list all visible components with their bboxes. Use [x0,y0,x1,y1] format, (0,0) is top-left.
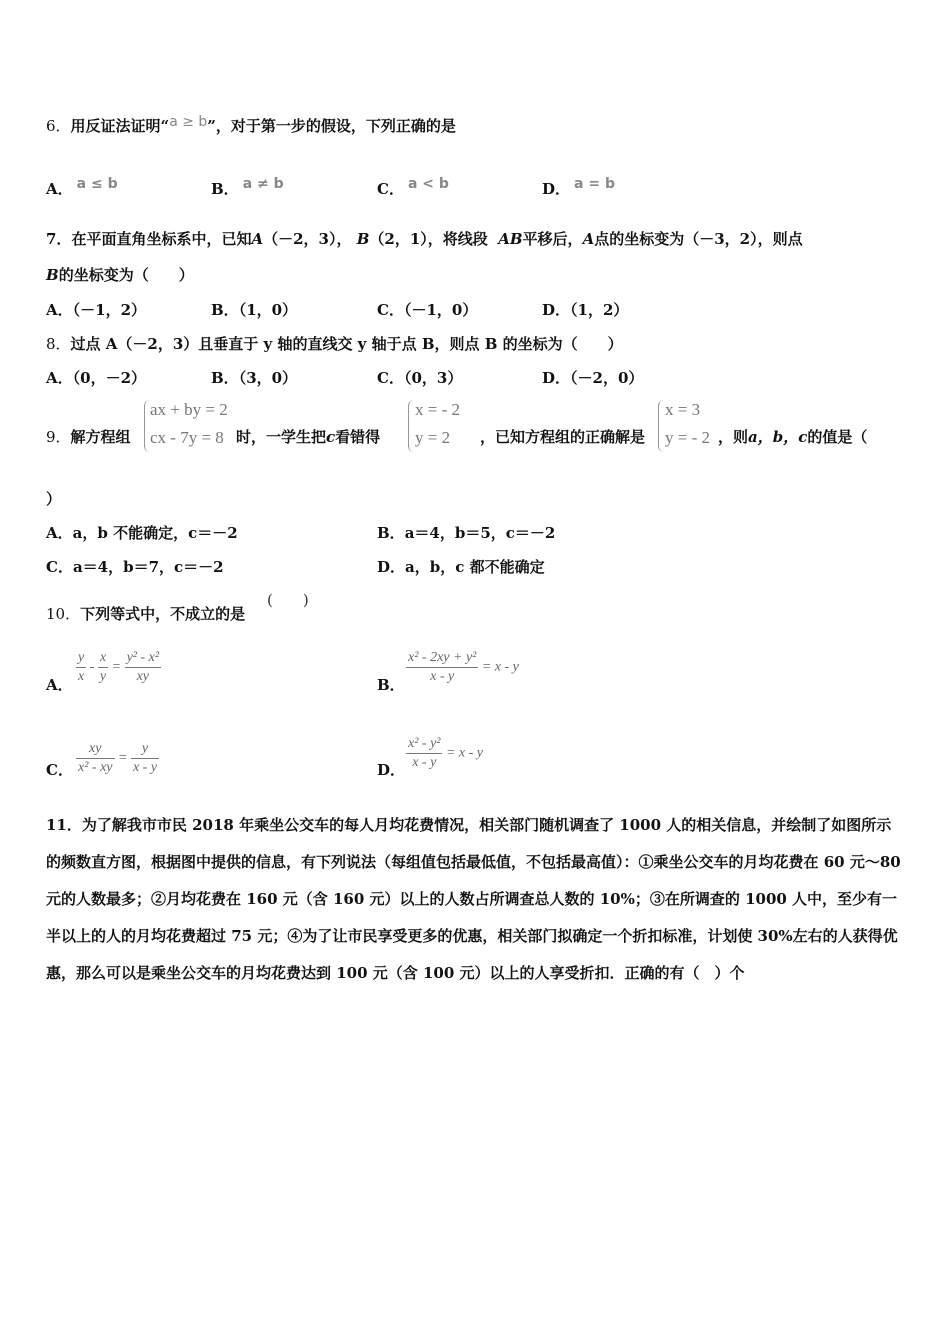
q7-option-a: A．（－1，2） [46,301,147,319]
q10-option-d-expression: $\frac{\text{x² - y²}}{x - y}$ = x - y [408,736,484,770]
equation-system-2-row1: x = - 2 [415,400,460,419]
q7-option-b: B．（1，0） [211,301,298,319]
question-6-stem [46,115,456,136]
answer-paren: ( ) [267,591,309,609]
question-7-stem-line1: 7．在平面直角坐标系中，已知A（－2，3）， B（2，1），将线段 AB平移后，A点的坐标变为（－3，2），则点 [46,230,803,248]
question-9-close-paren: ） [46,490,62,508]
equation-system-2-row2: y = 2 [415,428,451,447]
equation-system-3-row2: y = - 2 [665,428,710,447]
q10-option-c-expression: $\frac{xy}{\text{x² - xy}}$ = $\frac{y}{x - y}$ [78,741,158,775]
question-9-number: 9．解方程组 [46,428,131,446]
q6-option-d: D． a = b [542,176,615,198]
q8-option-b: B．（3，0） [211,369,298,387]
question-8-stem: 8．过点 A（－2，3）且垂直于 y 轴的直线交 y 轴于点 B，则点 B 的坐标为（ ） [46,335,623,353]
q9-option-a: A．a，b 不能确定，c＝－2 [46,524,238,542]
q10-option-b-expression: $\frac{\text{x² - 2xy + y²}}{x - y}$ = x - y [408,650,519,684]
q6-option-a: A． a ≤ b [46,176,118,198]
q9-option-b: B．a＝4，b＝5，c＝－2 [377,524,556,542]
q8-option-d: D．（－2，0） [542,369,644,387]
question-number: 6． [46,117,71,135]
q9-option-c: C．a＝4，b＝7，c＝－2 [46,558,224,576]
stem-text: 用反证法证明“ [70,117,170,135]
q10-option-b-label: B． [377,676,405,694]
q8-option-a: A．（0，－2） [46,369,147,387]
q10-option-c-label: C． [46,761,73,779]
q6-option-b: B． a ≠ b [211,176,284,198]
question-7-stem-line2: B的坐标变为（ ） [46,266,194,284]
question-9-stem-middle: 时，一学生把c看错得 [236,428,381,446]
equation-system-1-row1: ax + by = 2 [150,400,228,419]
question-10-stem: 10．下列等式中，不成立的是 [46,605,246,623]
q10-option-a-label: A． [46,676,73,694]
question-9-stem-end: ，则a，b，c的值是（ [718,428,868,446]
system-brace-2 [408,400,415,452]
q10-option-a-expression: $\frac{y}{x}$ - $\frac{x}{y}$ = $\frac{\text{y² - x²}}{xy}$ [78,650,160,684]
math-expression: a ≥ b [169,114,208,130]
question-11-stem: 11．为了解我市市民 2018 年乘坐公交车的每人月均花费情况，相关部门随机调查了 1000 人的相关信息，并绘制了如图所示的频数直方图，根据图中提供的信息，有下列说法（每组值包括最低值，不包括最高值）：①乘坐公交车的月均花费在 60 元～80 元的人数最多；②月均花费在 160 元（含 160 元）以上的人数占所调查总人数的 10%；③在所调查的 1000 人中，至少有一半以上的人的月均花费超过 75 元；④为了让市民享受更多的优惠，相关部门拟确定一个折扣标准，计划使 30%左右的人获得优惠，那么可以是乘坐公交车的月均花费达到 100 元（含 100 元）以上的人享受折扣．正确的有（ ）个 [46,816,901,982]
q7-option-c: C．（－1，0） [377,301,478,319]
question-number: 8． [46,335,71,353]
question-number: 7． [46,230,72,248]
stem-text: ”，对于第一步的假设，下列正确的是 [207,117,456,135]
question-9-stem-tail: ，已知方程组的正确解是 [480,428,646,446]
q9-option-d: D．a，b，c 都不能确定 [377,558,545,576]
q6-option-c: C． a < b [377,176,449,198]
equation-system-1-row2: cx - 7y = 8 [150,428,224,447]
equation-system-3-row1: x = 3 [665,400,701,419]
q7-option-d: D．（1，2） [542,301,629,319]
q10-option-d-label: D． [377,761,406,779]
q8-option-c: C．（0，3） [377,369,463,387]
system-brace-3 [658,400,665,452]
